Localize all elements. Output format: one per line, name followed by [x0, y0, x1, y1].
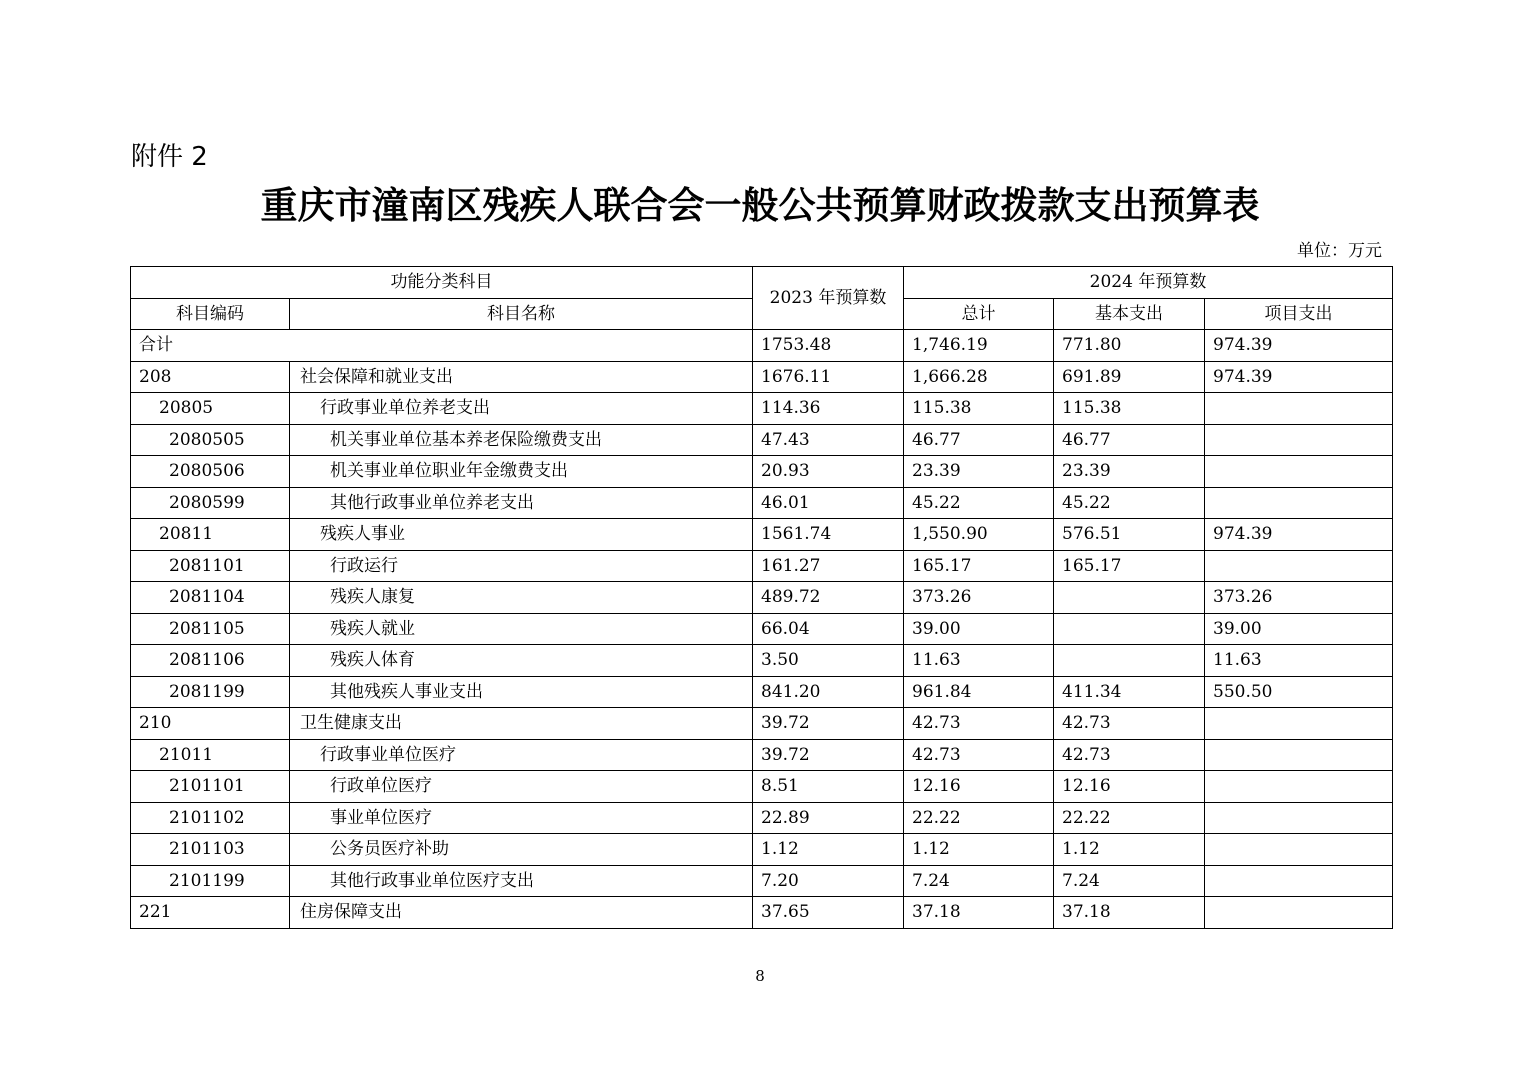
row-code: 2081104	[131, 582, 290, 614]
row-project: 550.50	[1205, 676, 1393, 708]
table-row	[131, 802, 1393, 834]
row-project	[1205, 708, 1393, 740]
header-code: 科目编码	[131, 298, 290, 330]
row-budget-2023: 46.01	[753, 487, 904, 519]
row-code: 20811	[131, 519, 290, 551]
budget-table	[130, 266, 1393, 929]
table-row	[131, 645, 1393, 677]
row-basic	[1054, 582, 1205, 614]
row-total: 37.18	[904, 897, 1054, 929]
total-row	[131, 330, 1393, 362]
total-basic: 771.80	[1054, 330, 1205, 362]
header-category-group: 功能分类科目	[131, 267, 753, 299]
row-name: 行政运行	[290, 550, 753, 582]
row-basic: 165.17	[1054, 550, 1205, 582]
row-project	[1205, 424, 1393, 456]
row-name: 行政事业单位医疗	[290, 739, 753, 771]
row-project	[1205, 802, 1393, 834]
row-basic	[1054, 645, 1205, 677]
row-total: 1.12	[904, 834, 1054, 866]
row-name: 其他行政事业单位医疗支出	[290, 865, 753, 897]
row-budget-2023: 37.65	[753, 897, 904, 929]
row-name: 公务员医疗补助	[290, 834, 753, 866]
row-project	[1205, 739, 1393, 771]
table-row	[131, 739, 1393, 771]
row-name: 其他行政事业单位养老支出	[290, 487, 753, 519]
table-row	[131, 834, 1393, 866]
table-row	[131, 865, 1393, 897]
row-basic	[1054, 613, 1205, 645]
unit-label: 单位：万元	[1297, 241, 1382, 261]
row-total: 45.22	[904, 487, 1054, 519]
row-name: 住房保障支出	[290, 897, 753, 929]
row-total: 46.77	[904, 424, 1054, 456]
attachment-label: 附件 2	[131, 142, 208, 172]
row-basic: 37.18	[1054, 897, 1205, 929]
row-name: 残疾人事业	[290, 519, 753, 551]
total-total: 1,746.19	[904, 330, 1054, 362]
row-project: 373.26	[1205, 582, 1393, 614]
row-project	[1205, 487, 1393, 519]
row-code: 21011	[131, 739, 290, 771]
row-basic: 22.22	[1054, 802, 1205, 834]
row-budget-2023: 114.36	[753, 393, 904, 425]
row-budget-2023: 489.72	[753, 582, 904, 614]
table-row	[131, 424, 1393, 456]
row-basic: 1.12	[1054, 834, 1205, 866]
row-basic: 7.24	[1054, 865, 1205, 897]
row-name: 残疾人康复	[290, 582, 753, 614]
total-project: 974.39	[1205, 330, 1393, 362]
row-project: 974.39	[1205, 361, 1393, 393]
row-code: 210	[131, 708, 290, 740]
row-basic: 42.73	[1054, 739, 1205, 771]
row-total: 115.38	[904, 393, 1054, 425]
table-row	[131, 897, 1393, 929]
table-row	[131, 487, 1393, 519]
table-row	[131, 361, 1393, 393]
row-name: 机关事业单位职业年金缴费支出	[290, 456, 753, 488]
row-code: 2080599	[131, 487, 290, 519]
row-project	[1205, 865, 1393, 897]
row-code: 2101103	[131, 834, 290, 866]
row-basic: 576.51	[1054, 519, 1205, 551]
table-row	[131, 550, 1393, 582]
table-row	[131, 456, 1393, 488]
row-total: 22.22	[904, 802, 1054, 834]
row-basic: 12.16	[1054, 771, 1205, 803]
row-total: 165.17	[904, 550, 1054, 582]
row-total: 42.73	[904, 708, 1054, 740]
header-total: 总计	[904, 298, 1054, 330]
row-code: 20805	[131, 393, 290, 425]
row-project	[1205, 834, 1393, 866]
row-project	[1205, 456, 1393, 488]
row-total: 23.39	[904, 456, 1054, 488]
row-total: 7.24	[904, 865, 1054, 897]
row-name: 行政单位医疗	[290, 771, 753, 803]
row-code: 2081199	[131, 676, 290, 708]
row-project	[1205, 897, 1393, 929]
row-name: 卫生健康支出	[290, 708, 753, 740]
row-code: 2101199	[131, 865, 290, 897]
row-total: 1,550.90	[904, 519, 1054, 551]
row-budget-2023: 66.04	[753, 613, 904, 645]
row-budget-2023: 161.27	[753, 550, 904, 582]
row-code: 2081105	[131, 613, 290, 645]
header-row-1	[131, 267, 1393, 299]
header-name: 科目名称	[290, 298, 753, 330]
row-total: 1,666.28	[904, 361, 1054, 393]
total-label: 合计	[131, 330, 753, 362]
row-budget-2023: 8.51	[753, 771, 904, 803]
row-name: 残疾人就业	[290, 613, 753, 645]
row-code: 2081101	[131, 550, 290, 582]
row-code: 2081106	[131, 645, 290, 677]
row-basic: 23.39	[1054, 456, 1205, 488]
row-budget-2023: 1561.74	[753, 519, 904, 551]
row-basic: 45.22	[1054, 487, 1205, 519]
header-budget-2023: 2023 年预算数	[753, 267, 904, 330]
row-budget-2023: 7.20	[753, 865, 904, 897]
page-title: 重庆市潼南区残疾人联合会一般公共预算财政拨款支出预算表	[260, 184, 1260, 227]
row-name: 行政事业单位养老支出	[290, 393, 753, 425]
table-row	[131, 771, 1393, 803]
row-basic: 42.73	[1054, 708, 1205, 740]
row-name: 残疾人体育	[290, 645, 753, 677]
row-basic: 411.34	[1054, 676, 1205, 708]
row-budget-2023: 1676.11	[753, 361, 904, 393]
row-budget-2023: 39.72	[753, 708, 904, 740]
row-basic: 691.89	[1054, 361, 1205, 393]
header-project: 项目支出	[1205, 298, 1393, 330]
table-row	[131, 582, 1393, 614]
row-budget-2023: 20.93	[753, 456, 904, 488]
row-total: 11.63	[904, 645, 1054, 677]
table-row	[131, 613, 1393, 645]
row-budget-2023: 22.89	[753, 802, 904, 834]
budget-table-body	[131, 267, 1393, 929]
row-basic: 46.77	[1054, 424, 1205, 456]
row-code: 2101101	[131, 771, 290, 803]
row-name: 其他残疾人事业支出	[290, 676, 753, 708]
table-row	[131, 676, 1393, 708]
row-budget-2023: 47.43	[753, 424, 904, 456]
row-total: 39.00	[904, 613, 1054, 645]
row-project: 11.63	[1205, 645, 1393, 677]
row-code: 208	[131, 361, 290, 393]
row-project	[1205, 393, 1393, 425]
row-total: 961.84	[904, 676, 1054, 708]
row-budget-2023: 3.50	[753, 645, 904, 677]
row-budget-2023: 39.72	[753, 739, 904, 771]
row-budget-2023: 1.12	[753, 834, 904, 866]
row-project: 974.39	[1205, 519, 1393, 551]
row-name: 社会保障和就业支出	[290, 361, 753, 393]
table-row	[131, 708, 1393, 740]
row-project	[1205, 771, 1393, 803]
row-project	[1205, 550, 1393, 582]
row-name: 机关事业单位基本养老保险缴费支出	[290, 424, 753, 456]
row-code: 221	[131, 897, 290, 929]
row-project: 39.00	[1205, 613, 1393, 645]
row-code: 2080505	[131, 424, 290, 456]
row-code: 2080506	[131, 456, 290, 488]
row-basic: 115.38	[1054, 393, 1205, 425]
header-budget-2024: 2024 年预算数	[904, 267, 1393, 299]
row-code: 2101102	[131, 802, 290, 834]
row-budget-2023: 841.20	[753, 676, 904, 708]
table-row	[131, 519, 1393, 551]
table-row	[131, 393, 1393, 425]
row-name: 事业单位医疗	[290, 802, 753, 834]
row-total: 12.16	[904, 771, 1054, 803]
row-total: 42.73	[904, 739, 1054, 771]
total-budget-2023: 1753.48	[753, 330, 904, 362]
row-total: 373.26	[904, 582, 1054, 614]
header-basic: 基本支出	[1054, 298, 1205, 330]
page-number: 8	[755, 967, 765, 985]
